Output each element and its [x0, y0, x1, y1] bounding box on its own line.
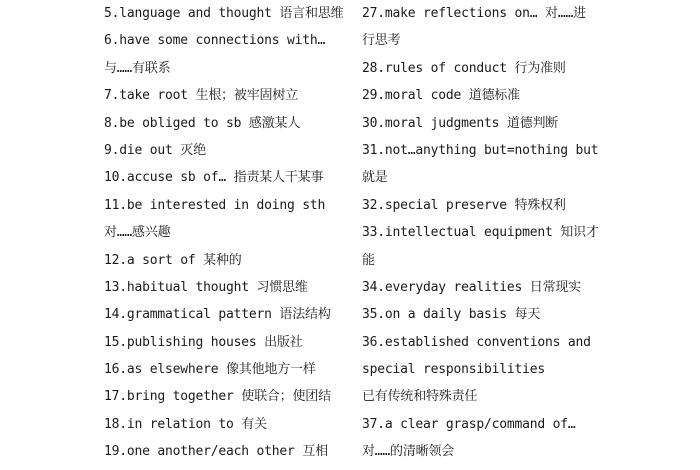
list-item: 37.a clear grasp/command of… — [362, 416, 576, 432]
list-item: 12.a sort of 某种的 — [104, 252, 242, 268]
list-item: 对……的清晰领会 — [362, 444, 455, 460]
right-column — [362, 0, 602, 466]
list-item: 8.be obliged to sb 感激某人 — [104, 115, 301, 131]
list-item: 对……感兴趣 — [104, 225, 171, 241]
list-item: 29.moral code 道德标准 — [362, 88, 520, 104]
list-item: special responsibilities — [362, 362, 546, 378]
list-item: 已有传统和特殊责任 — [362, 389, 478, 405]
list-item: 28.rules of conduct 行为准则 — [362, 60, 566, 76]
list-item: 就是 — [362, 170, 388, 186]
list-item: 33.intellectual equipment 知识才 — [362, 225, 599, 241]
list-item: 16.as elsewhere 像其他地方一样 — [104, 362, 316, 378]
list-item: 6.have some connections with… — [104, 33, 326, 49]
list-item: 18.in relation to 有关 — [104, 416, 267, 432]
list-item: 行思考 — [362, 33, 401, 49]
list-item: 5.language and thought 语言和思维 — [104, 6, 344, 21]
list-item: 35.on a daily basis 每天 — [362, 307, 541, 323]
list-item: 31.not…anything but=nothing but — [362, 142, 599, 158]
list-item: 34.everyday realities 日常现实 — [362, 279, 581, 295]
list-item: 17.bring together 使联合；使团结 — [104, 389, 331, 405]
list-item: 32.special preserve 特殊权利 — [362, 197, 566, 213]
list-item: 能 — [362, 252, 375, 268]
list-item: 7.take root 生根；被牢固树立 — [104, 88, 298, 104]
list-item: 13.habitual thought 习惯思维 — [104, 279, 308, 295]
list-item: 14.grammatical pattern 语法结构 — [104, 307, 331, 323]
left-column — [104, 0, 344, 466]
list-item: 11.be interested in doing sth — [104, 197, 326, 213]
list-item: 9.die out 灭绝 — [104, 142, 206, 158]
list-item: 与……有联系 — [104, 60, 171, 76]
list-item: 30.moral judgments 道德判断 — [362, 115, 559, 131]
list-item: 15.publishing houses 出版社 — [104, 334, 303, 350]
list-item: 19.one another/each other 互相 — [104, 444, 328, 460]
list-item: 10.accuse sb of… 指责某人干某事 — [104, 170, 324, 186]
list-item: 27.make reflections on… 对……进 — [362, 6, 586, 21]
list-item: 36.established conventions and — [362, 334, 591, 350]
